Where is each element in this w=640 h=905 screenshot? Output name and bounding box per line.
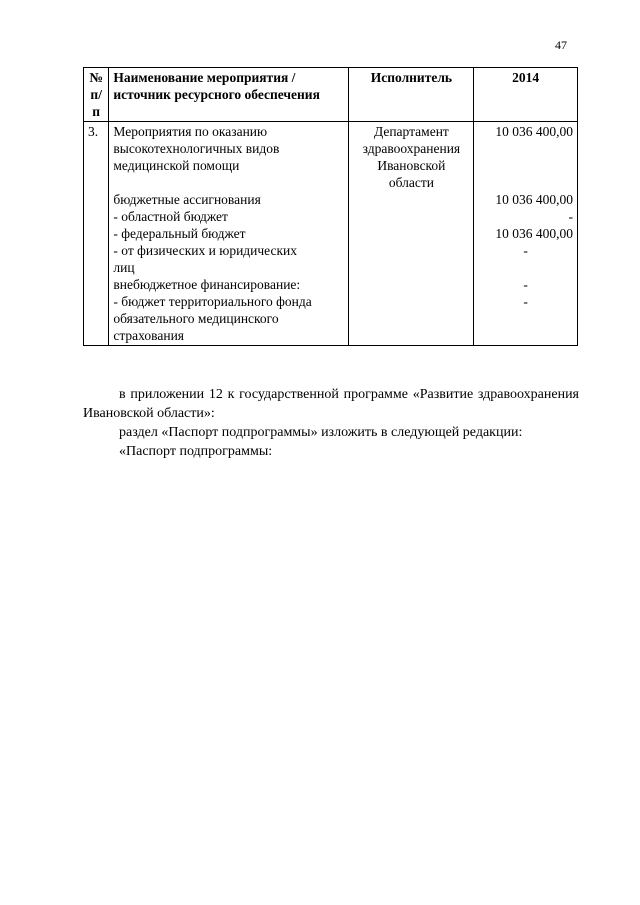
year-extra-value: - — [523, 277, 528, 292]
header-name: Наименование мероприятия / источник ресурсного обеспечения — [109, 68, 349, 122]
paragraph-amendment: в приложении 12 к государственной программе «Развитие здравоохранения Ивановской области»: — [83, 387, 579, 421]
measure-name-line: Мероприятия по оказанию — [113, 124, 268, 139]
source-line: - бюджет территориального фонда — [113, 294, 312, 309]
source-line: - областной бюджет — [113, 209, 228, 224]
year-regional-value: - — [568, 209, 573, 224]
row-num: 3. — [84, 122, 109, 346]
paragraph-passport: «Паспорт подпрограммы: — [119, 444, 273, 459]
source-line: бюджетные ассигнования — [113, 192, 261, 207]
source-line: страхования — [113, 328, 185, 343]
paragraph-section: раздел «Паспорт подпрограммы» изложить в следующей редакции: — [119, 425, 523, 440]
source-line: обязательного медицинского — [113, 311, 279, 326]
year-federal-value: 10 036 400,00 — [495, 226, 573, 241]
row-executor-cell — [349, 122, 474, 346]
executor-line: Ивановской — [377, 158, 446, 173]
source-line: лиц — [113, 260, 135, 275]
table-row — [84, 122, 578, 346]
executor-line: Департамент — [373, 124, 449, 139]
table-header-row — [84, 68, 578, 122]
header-year: 2014 — [474, 68, 578, 122]
year-fund-value: - — [523, 294, 528, 309]
header-num: № п/п — [84, 68, 109, 122]
source-line: внебюджетное финансирование: — [113, 277, 301, 292]
executor-line: области — [388, 175, 434, 190]
measure-name-line: медицинской помощи — [113, 158, 240, 173]
measures-table — [83, 67, 578, 346]
year-total-value: 10 036 400,00 — [495, 124, 573, 139]
row-year-cell — [474, 122, 578, 346]
measure-name-line: высокотехнологичных видов — [113, 141, 280, 156]
row-name-cell — [109, 122, 349, 346]
source-line: - федеральный бюджет — [113, 226, 246, 241]
source-line: - от физических и юридических — [113, 243, 298, 258]
page-number: 47 — [555, 38, 567, 52]
year-individuals-value: - — [523, 243, 528, 258]
executor-line: здравоохранения — [362, 141, 461, 156]
year-budget-value: 10 036 400,00 — [495, 192, 573, 207]
header-executor: Исполнитель — [349, 68, 474, 122]
